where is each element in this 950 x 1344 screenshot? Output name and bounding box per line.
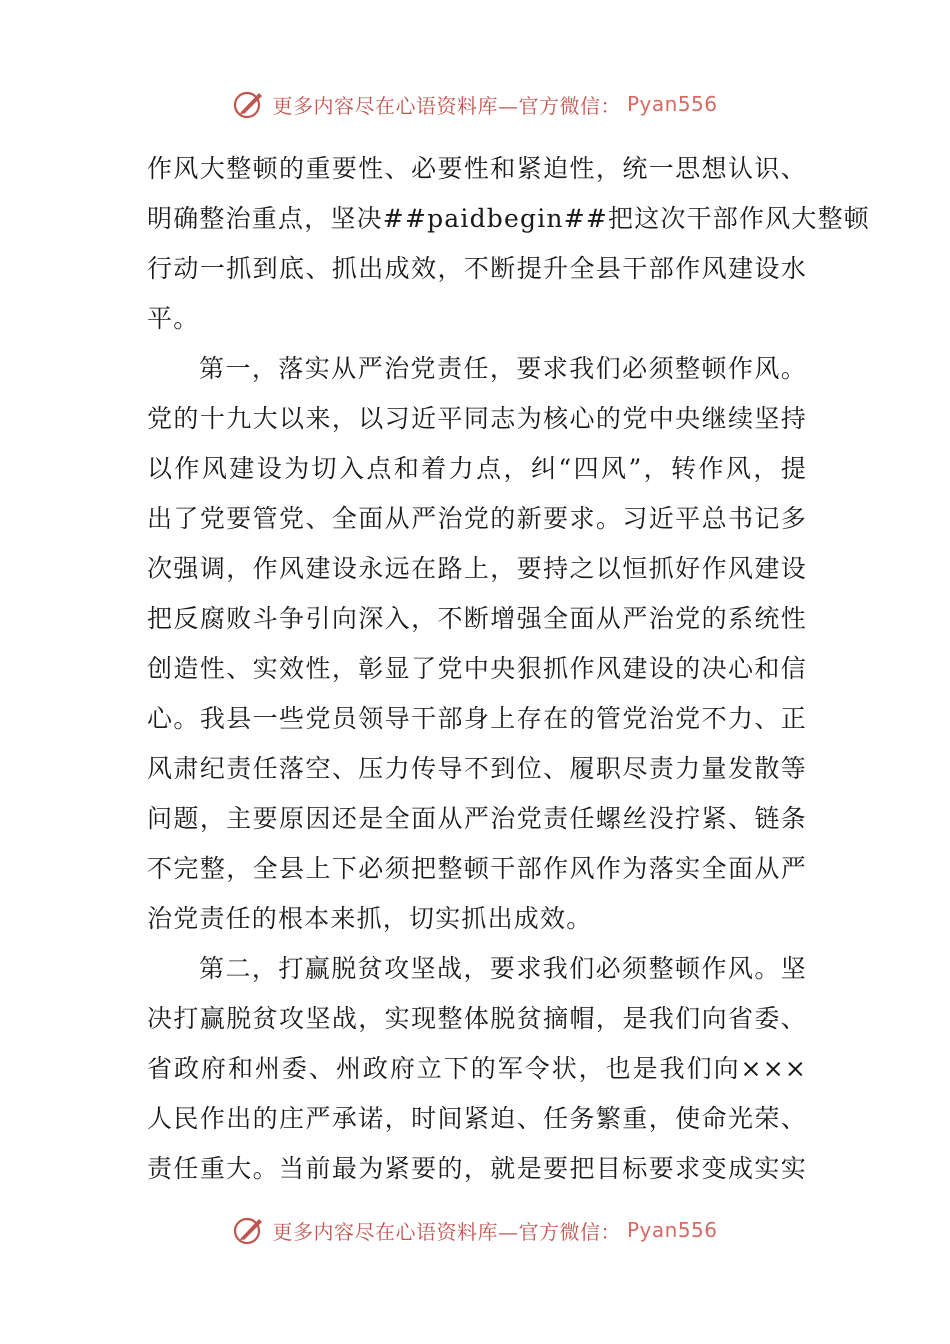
text-line: 明确整治重点，坚决##paidbegin##把这次干部作风大整顿 — [147, 204, 870, 233]
text-line: 不完整，全县上下必须把整顿干部作风作为落实全面从严 — [147, 854, 807, 883]
text-line: 治党责任的根本来抓，切实抓出成效。 — [147, 904, 593, 933]
text-line: 以作风建设为切入点和着力点，纠“四风”，转作风，提 — [147, 454, 807, 483]
watermark-text: 更多内容尽在心语资料库—官方微信： — [272, 93, 621, 118]
text-line: 平。 — [147, 304, 200, 333]
text-line: 行动一抓到底、抓出成效，不断提升全县干部作风建设水 — [147, 254, 807, 283]
text-line: 党的十九大以来，以习近平同志为核心的党中央继续坚持 — [147, 404, 807, 433]
watermark-wechat-id: Pyan556 — [626, 92, 718, 116]
watermark-wechat-id: Pyan556 — [626, 1218, 718, 1242]
text-line: 责任重大。当前最为紧要的，就是要把目标要求变成实实 — [147, 1154, 807, 1183]
text-line: 第一，落实从严治党责任，要求我们必须整顿作风。 — [199, 354, 807, 383]
document-body — [147, 144, 870, 1194]
text-line: 人民作出的庄严承诺，时间紧迫、任务繁重，使命光荣、 — [147, 1104, 807, 1133]
header-watermark — [0, 84, 950, 124]
text-line: 决打赢脱贫攻坚战，实现整体脱贫摘帽，是我们向省委、 — [147, 1004, 807, 1033]
text-line: 心。我县一些党员领导干部身上存在的管党治党不力、正 — [147, 704, 807, 733]
text-line: 把反腐败斗争引向深入，不断增强全面从严治党的系统性 — [147, 604, 807, 633]
text-line: 次强调，作风建设永远在路上，要持之以恒抓好作风建设 — [147, 554, 807, 583]
quill-logo-icon — [232, 1213, 266, 1247]
text-line: 问题，主要原因还是全面从严治党责任螺丝没拧紧、链条 — [147, 804, 807, 833]
watermark-text: 更多内容尽在心语资料库—官方微信： — [272, 1219, 621, 1244]
quill-logo-icon — [232, 87, 266, 121]
text-line: 作风大整顿的重要性、必要性和紧迫性，统一思想认识、 — [147, 154, 807, 183]
text-line: 省政府和州委、州政府立下的军令状，也是我们向××× — [147, 1054, 807, 1083]
text-line: 出了党要管党、全面从严治党的新要求。习近平总书记多 — [147, 504, 807, 533]
footer-watermark — [0, 1210, 950, 1250]
text-line: 创造性、实效性，彰显了党中央狠抓作风建设的决心和信 — [147, 654, 807, 683]
text-line: 风肃纪责任落空、压力传导不到位、履职尽责力量发散等 — [147, 754, 807, 783]
text-line: 第二，打赢脱贫攻坚战，要求我们必须整顿作风。坚 — [199, 954, 807, 983]
